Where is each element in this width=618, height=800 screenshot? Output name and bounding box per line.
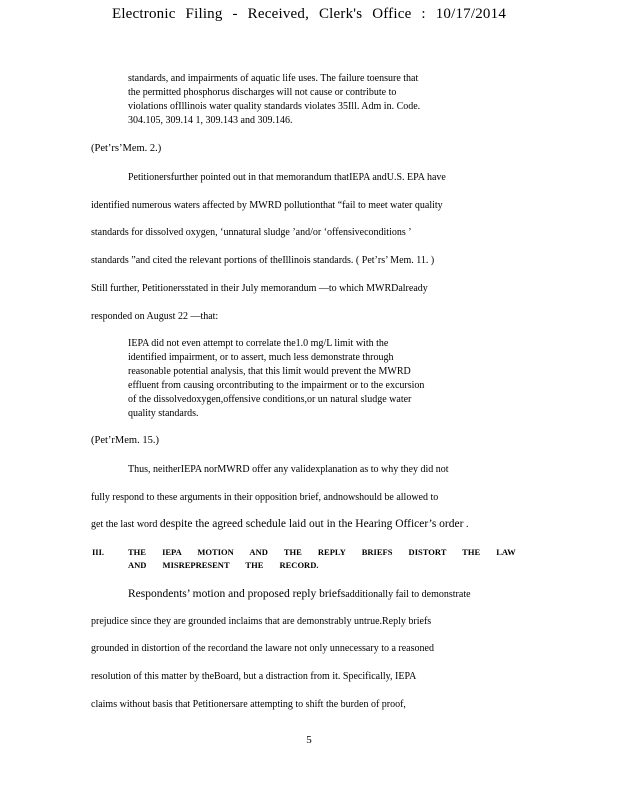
- paragraph-line: prejudice since they are grounded inclaims that are demonstrably untrue.Reply briefs: [91, 616, 432, 627]
- section-title: [128, 546, 528, 572]
- paragraph-line: standards ”and cited the relevant portions of theIllinois standards. ( Pet’rs’ Mem. 11. ): [91, 255, 435, 266]
- quote-line: IEPA did not even attempt to correlate the1.0 mg/L limit with the: [128, 338, 389, 349]
- paragraph-line: grounded in distortion of the recordand the laware not only unnecessary to a reasoned: [91, 643, 434, 654]
- text-run: despite the agreed schedule laid out in the Hearing Officer’s order: [159, 518, 464, 530]
- block-quote-2: [128, 337, 498, 421]
- paragraph-line: resolution of this matter by theBoard, but a distraction from it. Specifically, IEPA: [91, 671, 417, 682]
- quote-line: violations ofIllinois water quality standards violates 35Ill. Adm in. Code.: [128, 101, 421, 112]
- paragraph-line: Thus, neitherIEPA norMWRD offer any validexplanation as to why they did not: [128, 464, 449, 475]
- quote-line: quality standards.: [128, 408, 199, 419]
- block-quote-1: [128, 72, 488, 128]
- paragraph-line: identified numerous waters affected by MWRD pollutionthat “fail to meet water quality: [91, 200, 443, 211]
- text-run: .: [465, 519, 469, 530]
- quote-line: effluent from causing orcontributing to the impairment or to the excursion: [128, 380, 425, 391]
- citation-1: (Pet’rs’Mem. 2.): [91, 143, 162, 154]
- paragraph-line: Still further, Petitionersstated in their July memorandum —to which MWRDalready: [91, 283, 428, 294]
- quote-line: identified impairment, or to assert, much less demonstrate through: [128, 352, 394, 363]
- paragraph-line: claims without basis that Petitionersare attempting to shift the burden of proof,: [91, 699, 406, 710]
- paragraph-line: [128, 588, 523, 600]
- paragraph-line: fully respond to these arguments in their opposition brief, andnowshould be allowed to: [91, 492, 439, 503]
- paragraph-line: Petitionersfurther pointed out in that memorandum thatIEPA andU.S. EPA have: [128, 172, 446, 183]
- section-title-line: AND MISREPRESENT THE RECORD.: [128, 560, 319, 570]
- citation-2: (Pet’rMem. 15.): [91, 435, 159, 446]
- text-run: Respondents’ motion and proposed reply briefs: [128, 588, 346, 600]
- filing-header: Electronic Filing - Received, Clerk's Office : 10/17/2014: [111, 6, 507, 22]
- quote-line: of the dissolvedoxygen,offensive conditions,or un natural sludge water: [128, 394, 412, 405]
- page-number: 5: [306, 734, 312, 746]
- quote-line: reasonable potential analysis, that this limit would prevent the MWRD: [128, 366, 411, 377]
- quote-line: 304.105, 309.14 1, 309.143 and 309.146.: [128, 115, 293, 126]
- text-run: get the last word: [91, 519, 158, 530]
- quote-line: standards, and impairments of aquatic life uses. The failure toensure that: [128, 73, 419, 84]
- paragraph-line: [91, 518, 523, 530]
- paragraph-line: responded on August 22 —that:: [91, 311, 219, 322]
- section-title-line: THE IEPA MOTION AND THE REPLY BRIEFS DISTORT THE LAW: [128, 547, 516, 557]
- section-number: III.: [92, 547, 105, 557]
- text-run: additionally fail to demonstrate: [345, 589, 471, 600]
- quote-line: the permitted phosphorus discharges will not cause or contribute to: [128, 87, 397, 98]
- paragraph-line: standards for dissolved oxygen, ‘unnatural sludge ’and/or ‘offensiveconditions ’: [91, 227, 412, 238]
